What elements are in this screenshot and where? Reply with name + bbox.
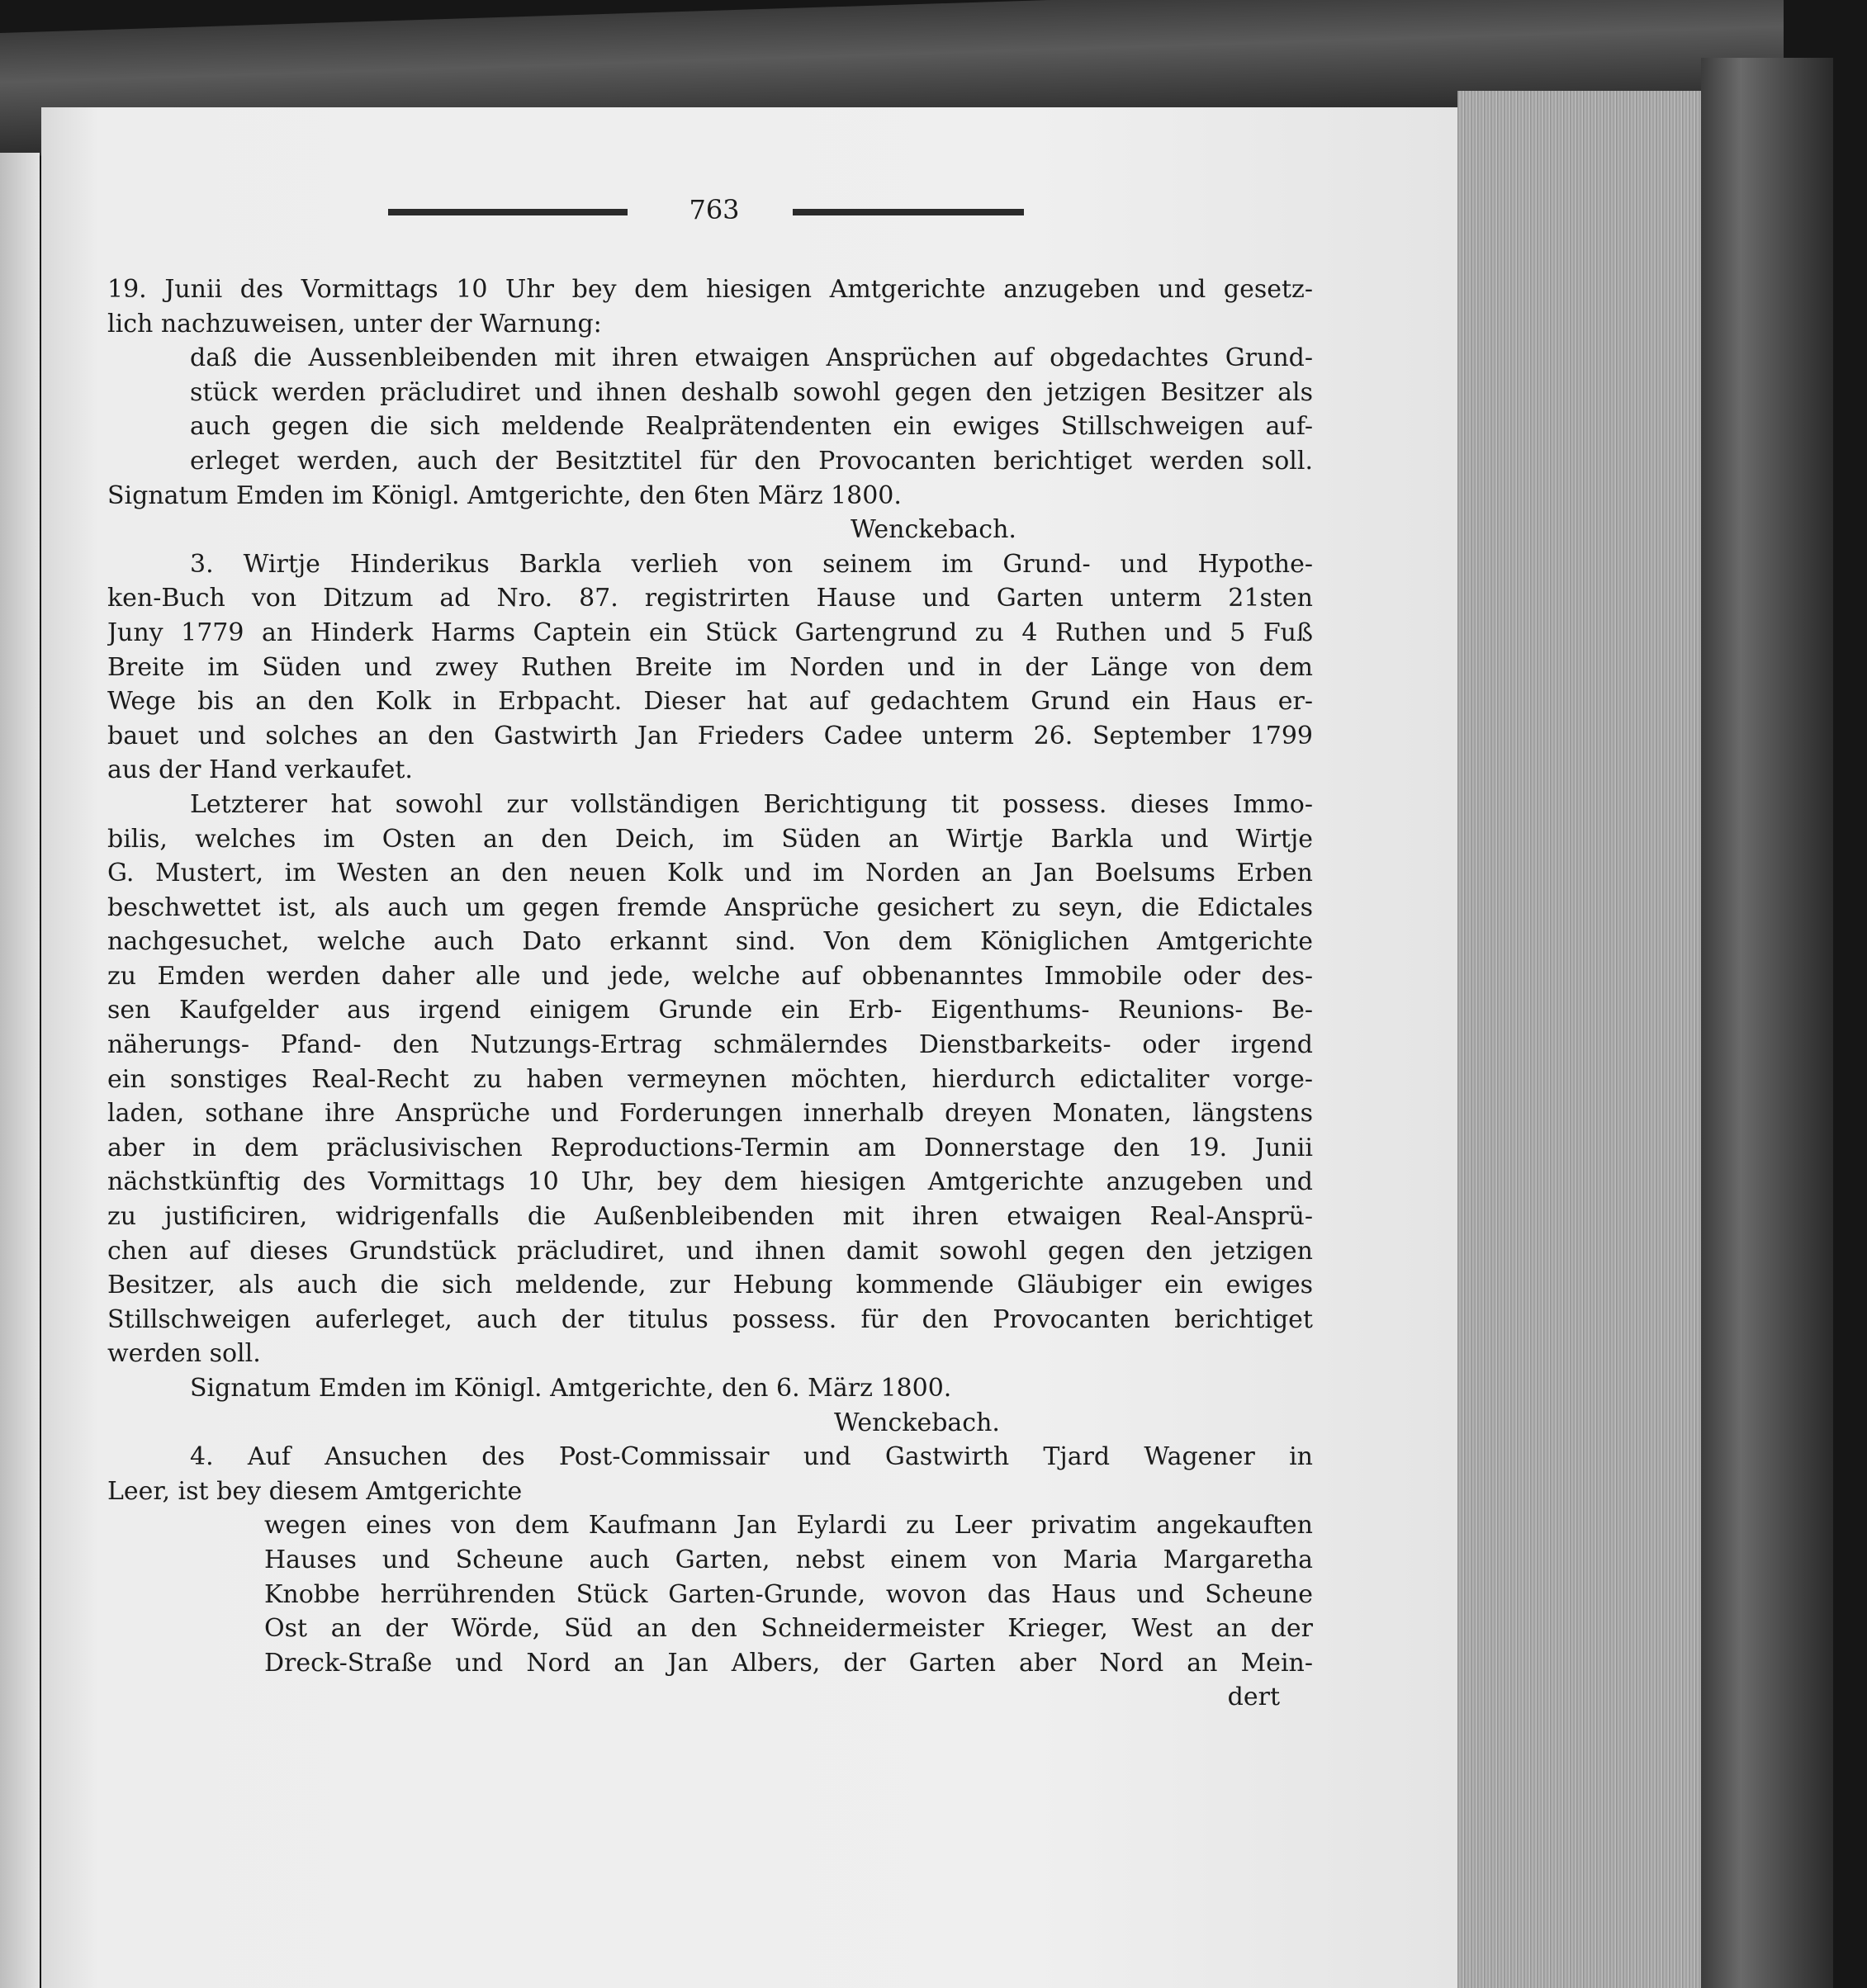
text-line: dert [1227, 1683, 1280, 1712]
text-line: aus der Hand verkaufet. [107, 755, 413, 785]
text-line [107, 616, 1313, 651]
text-line [107, 1268, 1313, 1303]
text-line-content: Ost an der Wörde, Süd an den Schneidermeister Krieger, West an der [264, 1614, 1313, 1644]
text-line-content: ken-Buch von Ditzum ad Nro. 87. registrirten Hause und Garten unterm 21sten [107, 584, 1313, 613]
page-header [388, 194, 1024, 227]
header-rule-right [793, 209, 1024, 215]
text-line [107, 547, 1313, 582]
text-line [107, 891, 1313, 925]
text-line: lich nachzuweisen, unter der Warnung: [107, 309, 602, 338]
text-line-content: Letzterer hat sowohl zur vollständigen Berichtigung tit possess. dieses Immo- [190, 789, 1313, 819]
page-number: 763 [689, 194, 740, 225]
text-line-content: Knobbe herrührenden Stück Garten-Grunde, wovon das Haus und Scheune [264, 1579, 1313, 1609]
text-line [107, 856, 1313, 891]
text-line-content: aber in dem präclusivischen Reproductions-Termin am Donnerstage den 19. Junii [107, 1133, 1313, 1162]
text-line [107, 1508, 1313, 1543]
text-line [107, 788, 1313, 822]
text-line [107, 272, 1313, 307]
text-line-content: zu justificiren, widrigenfalls die Außenbleibenden mit ihren etwaigen Real-Ansprü- [107, 1202, 1313, 1232]
text-line-content: Wege bis an den Kolk in Erbpacht. Dieser hat auf gedachtem Grund ein Haus er- [107, 687, 1313, 717]
text-line [107, 1096, 1313, 1131]
text-line-content: nachgesuchet, welche auch Dato erkannt sind. Von dem Königlichen Amtgerichte [107, 927, 1313, 957]
text-line-content: G. Mustert, im Westen an den neuen Kolk und im Norden an Jan Boelsums Erben [107, 859, 1313, 888]
text-line-content: Stillschweigen auferleget, auch der titulus possess. für den Provocanten berichtiget [107, 1304, 1313, 1334]
text-line [107, 1303, 1313, 1337]
text-line [107, 1646, 1313, 1681]
text-line: werden soll. [107, 1339, 261, 1369]
text-line-content: wegen eines von dem Kaufmann Jan Eylardi zu Leer privatim angekauften [264, 1511, 1313, 1541]
text-line [107, 1028, 1313, 1063]
left-page-edge [0, 153, 40, 1988]
text-line-content: chen auf dieses Grundstück präcludiret, und ihnen damit sowohl gegen den jetzigen [107, 1236, 1313, 1266]
book-cover-edge [1701, 58, 1833, 1988]
text-line [107, 651, 1313, 685]
text-line-content: auch gegen die sich meldende Realprätendenten ein ewiges Stillschweigen auf- [190, 412, 1313, 442]
header-rule-left [388, 209, 628, 215]
text-line [107, 341, 1313, 376]
text-line-content: bilis, welches im Osten an den Deich, im Süden an Wirtje Barkla und Wirtje [107, 824, 1313, 854]
text-line [107, 719, 1313, 754]
text-line-content: 4. Auf Ansuchen des Post-Commissair und Gastwirth Tjard Wagener in [190, 1442, 1313, 1472]
text-line-content: stück werden präcludiret und ihnen deshalb sowohl gegen den jetzigen Besitzer als [190, 377, 1313, 407]
text-line-content: zu Emden werden daher alle und jede, welche auf obbenanntes Immobile oder des- [107, 961, 1313, 991]
text-line-content: erleget werden, auch der Besitztitel für den Provocanten berichtiget werden soll. [190, 446, 1313, 476]
text-line-content: daß die Aussenbleibenden mit ihren etwaigen Ansprüchen auf obgedachtes Grund- [190, 343, 1313, 373]
text-line-content: Besitzer, als auch die sich meldende, zur Hebung kommende Gläubiger ein ewiges [107, 1271, 1313, 1300]
text-line [107, 409, 1313, 444]
text-line-content: Breite im Süden und zwey Ruthen Breite im Norden und in der Länge von dem [107, 652, 1313, 682]
text-line: Leer, ist bey diesem Amtgerichte [107, 1476, 523, 1506]
text-line [107, 684, 1313, 719]
text-line [107, 1543, 1313, 1578]
text-line-content: Hauses und Scheune auch Garten, nebst einem von Maria Margaretha [264, 1545, 1313, 1574]
text-line [107, 444, 1313, 479]
text-line [107, 993, 1313, 1028]
text-line [107, 959, 1313, 994]
text-line [107, 1612, 1313, 1646]
text-line [107, 925, 1313, 959]
text-line [107, 1063, 1313, 1097]
text-line: Signatum Emden im Königl. Amtgerichte, den 6. März 1800. [190, 1374, 952, 1403]
page-stack-edges [1457, 91, 1705, 1988]
text-line-content: 19. Junii des Vormittags 10 Uhr bey dem hiesigen Amtgerichte anzugeben und gesetz- [107, 275, 1313, 304]
text-line [107, 1200, 1313, 1234]
text-line-content: sen Kaufgelder aus irgend einigem Grunde ein Erb- Eigenthums- Reunions- Be- [107, 996, 1313, 1025]
text-line-content: beschwettet ist, als auch um gegen fremde Ansprüche gesichert zu seyn, die Edictales [107, 892, 1313, 922]
text-line-content: Juny 1779 an Hinderk Harms Captein ein Stück Gartengrund zu 4 Ruthen und 5 Fuß [107, 618, 1313, 647]
text-line-content: nächstkünftig des Vormittags 10 Uhr, bey dem hiesigen Amtgerichte anzugeben und [107, 1167, 1313, 1197]
text-line-content: Dreck-Straße und Nord an Jan Albers, der Garten aber Nord an Mein- [264, 1648, 1313, 1678]
text-line [107, 1440, 1313, 1474]
page-body-text [107, 272, 1313, 1715]
text-line [107, 1234, 1313, 1269]
text-line-content: laden, sothane ihre Ansprüche und Forderungen innerhalb dreyen Monaten, längstens [107, 1099, 1313, 1129]
text-line: Wenckebach. [834, 1408, 1000, 1437]
text-line-content: näherungs- Pfand- den Nutzungs-Ertrag schmälerndes Dienstbarkeits- oder irgend [107, 1030, 1313, 1060]
text-line-content: 3. Wirtje Hinderikus Barkla verlieh von seinem im Grund- und Hypothe- [190, 549, 1313, 579]
text-line [107, 822, 1313, 857]
text-line: Wenckebach. [851, 515, 1016, 545]
text-line [107, 1165, 1313, 1200]
text-line-content: bauet und solches an den Gastwirth Jan Frieders Cadee unterm 26. September 1799 [107, 721, 1313, 750]
text-line [107, 1578, 1313, 1612]
text-line-content: ein sonstiges Real-Recht zu haben vermeynen möchten, hierdurch edictaliter vorge- [107, 1064, 1313, 1094]
text-line [107, 581, 1313, 616]
text-line: Signatum Emden im Königl. Amtgerichte, den 6ten März 1800. [107, 480, 902, 510]
text-line [107, 1131, 1313, 1166]
text-line [107, 376, 1313, 410]
